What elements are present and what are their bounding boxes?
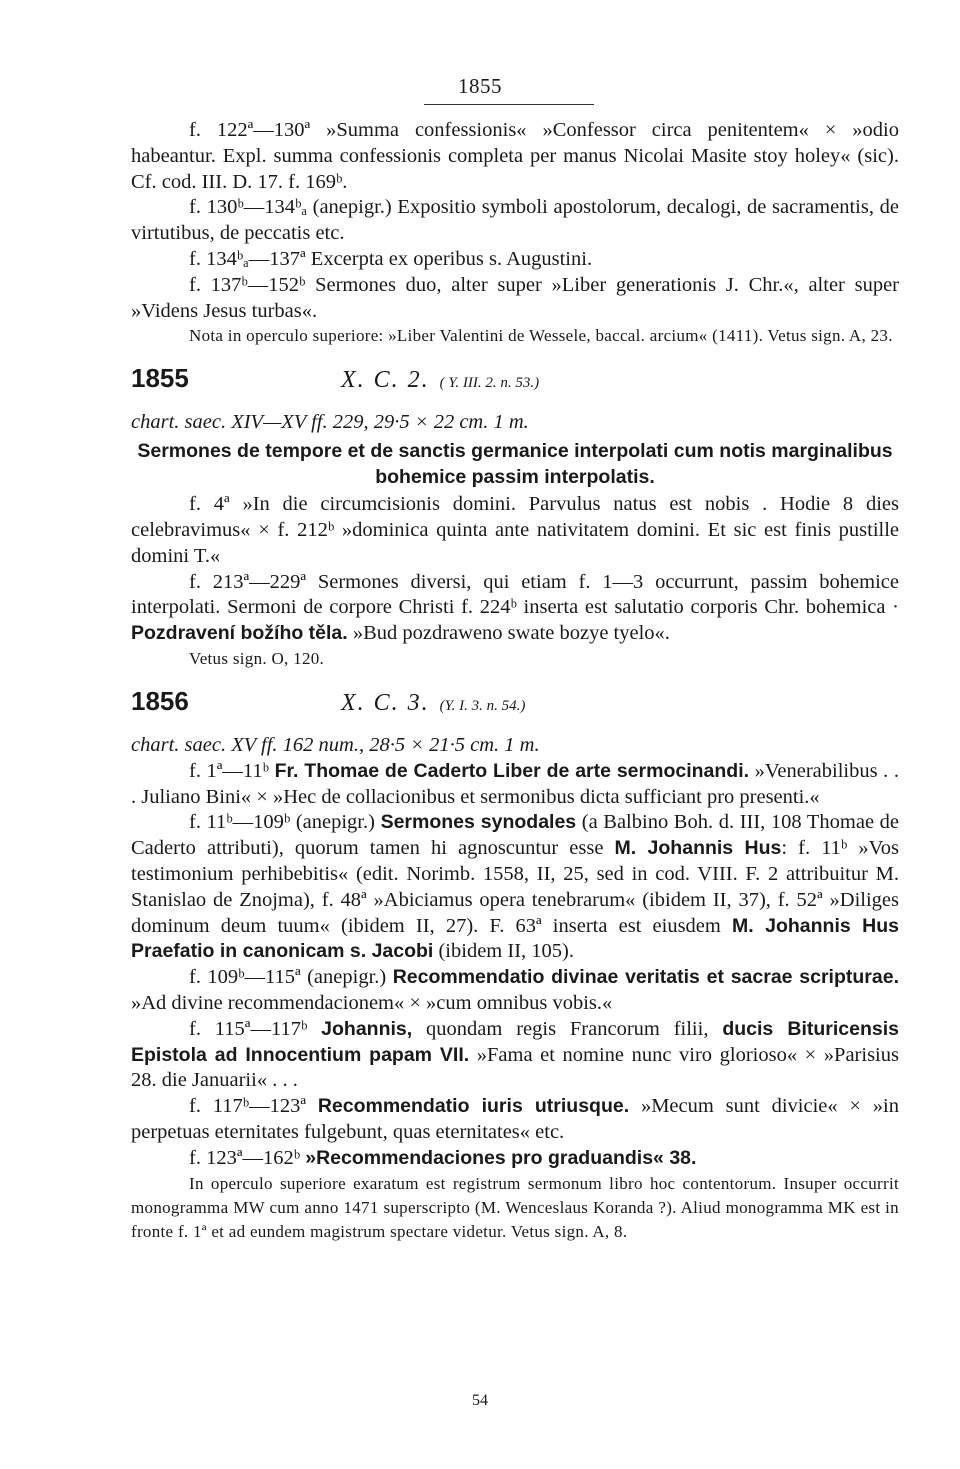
- text-run: f. 123ª—162ᵇ: [189, 1146, 306, 1169]
- bold-run: Recommendatio divinae veritatis et sacrae scripturae.: [392, 966, 899, 989]
- text-run: »Mecum sunt divicie« × »in perpetuas eternitates fulgebunt, quas eternitates« etc.: [131, 1095, 899, 1143]
- catalogue-text: [131, 118, 899, 1244]
- entry-1856-para-3: [131, 965, 899, 1017]
- entry-1856-para-6: [131, 1146, 899, 1172]
- entry-1855-para-2: [131, 570, 899, 647]
- prev-entry-line-2: f. 130ᵇ—134ᵇₐ (anepigr.) Expositio symboli apostolorum, decalogi, de sacramentis, de virtutibus, de peccatis etc.: [131, 196, 899, 245]
- bold-run: Fr. Thomae de Caderto Liber de arte sermocinandi.: [274, 759, 750, 782]
- prev-entry-note: Nota in operculo superiore: »Liber Valentini de Wessele, baccal. arcium« (1411). Vetus sign. A, 23.: [189, 326, 893, 346]
- text-run: (a Balbino Boh. d. III, 108 Thomae de Caderto attributi), quorum tamen hi agnoscuntur esse: [131, 811, 900, 860]
- prev-entry-line-1: f. 122ª—130ª »Summa confessionis« »Confessor circa penitentem« × »odio habeantur. Expl. summa confessionis completa per manus Nicolai Masite stoy holey« (sic). Cf. cod. III. D. 17. f. 169ᵇ.: [131, 119, 899, 193]
- bold-run: M. Johannis Hus: [614, 837, 782, 860]
- entry-1855-title: Sermones de tempore et de sanctis germanice interpolati cum notis marginalibus bohemice passim interpolatis.: [137, 440, 893, 489]
- entry-1856-note: In operculo superiore exaratum est registrum sermonum libro hoc contentorum. Insuper occurrit monogramma MW cum anno 1471 superscripto (M. Wenceslaus Koranda ?). Aliud monogramma MK est in fronte f. 1ª et ad eundem magistrum spectare videtur. Vetus sign. A, 8.: [131, 1173, 899, 1241]
- text-run: (ibidem II, 105).: [433, 940, 574, 963]
- text-run: f. 117ᵇ—123ª: [189, 1095, 318, 1118]
- entry-1856-para-5: [131, 1094, 899, 1146]
- text-run: »Venerabilibus . . . Juliano Bini« × »Hec de collacionibus et sermonibus dicta sufficiant pro presenti.«: [131, 759, 899, 808]
- text-run: f. 11ᵇ—109ᵇ (anepigr.): [189, 811, 381, 834]
- text-run: f. 1ª—11ᵇ: [189, 759, 275, 782]
- bold-run: Pozdravení božího těla.: [131, 622, 348, 645]
- prev-entry-line-4: f. 137ᵇ—152ᵇ Sermones duo, alter super »Liber generationis J. Chr.«, alter super »Videns Jesus turbas«.: [131, 273, 899, 322]
- entry-1856-para-4: [131, 1017, 899, 1094]
- text-run: quondam regis Francorum filii,: [412, 1017, 723, 1040]
- entry-1856-description: chart. saec. XV ff. 162 num., 28·5 × 21·5 cm. 1 m.: [131, 733, 540, 756]
- entry-1856-heading: [131, 685, 899, 729]
- text-run: : f. 11ᵇ »Vos testimonium perhibebitis« (edit. Norimb. 1558, II, 25, sed in cod. VIII. F. 2 attribuitur M. Stanislao de Znojma), f. 48ª »Abiciamus opera tenebrarum« (ibidem II, 37), f. 52ª »Diliges dominum deum tuum« (ibidem II, 27). F. 63ª inserta est eiusdem: [131, 837, 900, 937]
- page-number: 54: [472, 1392, 488, 1409]
- bold-run: Recommendatio iuris utriusque.: [317, 1095, 630, 1118]
- bold-run: Sermones synodales: [380, 811, 577, 834]
- entry-1856-old-signature: (Y. I. 3. n. 54.): [439, 697, 526, 714]
- entry-1855-description: chart. saec. XIV—XV ff. 229, 29·5 × 22 cm. 1 m.: [131, 411, 529, 434]
- entry-1855-para-1: f. 4ª »In die circumcisionis domini. Parvulus natus est nobis . Hodie 8 dies celebravimus« × f. 212ᵇ »dominica quinta ante nativitatem domini. Et sic est finis pustille domini T.«: [131, 493, 899, 567]
- text-run: »Bud pozdraweno swate bozye tyelo«.: [347, 622, 670, 645]
- entry-1855-old-sign: Vetus sign. O, 120.: [189, 648, 325, 668]
- bold-run: Johannis,: [321, 1017, 413, 1040]
- entry-1855-signature: X. C. 2.: [341, 367, 430, 394]
- entry-1856-number: 1856: [131, 685, 189, 716]
- running-head: 1855: [458, 74, 502, 98]
- text-run: f. 115ª—117ᵇ: [189, 1017, 322, 1040]
- text-run: f. 213ª—229ª Sermones diversi, qui etiam f. 1—3 occurrunt, passim bohemice interpolati. Sermoni de corpore Christi f. 224ᵇ inserta est salutatio corporis Chr. bohemica ·: [131, 570, 899, 619]
- prev-entry-line-3: f. 134ᵇₐ—137ª Excerpta ex operibus s. Augustini.: [189, 247, 593, 270]
- text-run: »Fama et nomine nunc viro glorioso« × »Parisius 28. die Januarii« . . .: [131, 1043, 899, 1092]
- entry-1855-old-signature: ( Y. III. 2. n. 53.): [439, 375, 540, 392]
- entry-1856-para-1: [131, 759, 899, 811]
- entry-1856-signature: X. C. 3.: [341, 689, 430, 716]
- entry-1856-para-2: [131, 810, 899, 965]
- entry-1855-heading: [131, 363, 899, 406]
- bold-run: ducis Bituricensis Epistola ad Innocentium papam VII.: [131, 1017, 900, 1066]
- entry-1855-number: 1855: [131, 363, 189, 394]
- text-run: f. 109ᵇ—115ª (anepigr.): [189, 966, 393, 989]
- text-run: »Ad divine recommendacionem« × »cum omnibus vobis.«: [131, 991, 613, 1014]
- bold-run: M. Johannis Hus Praefatio in canonicam s. Jacobi: [131, 914, 899, 963]
- bold-run: »Recommendaciones pro graduandis« 38.: [305, 1146, 697, 1169]
- header-rule: [424, 104, 594, 105]
